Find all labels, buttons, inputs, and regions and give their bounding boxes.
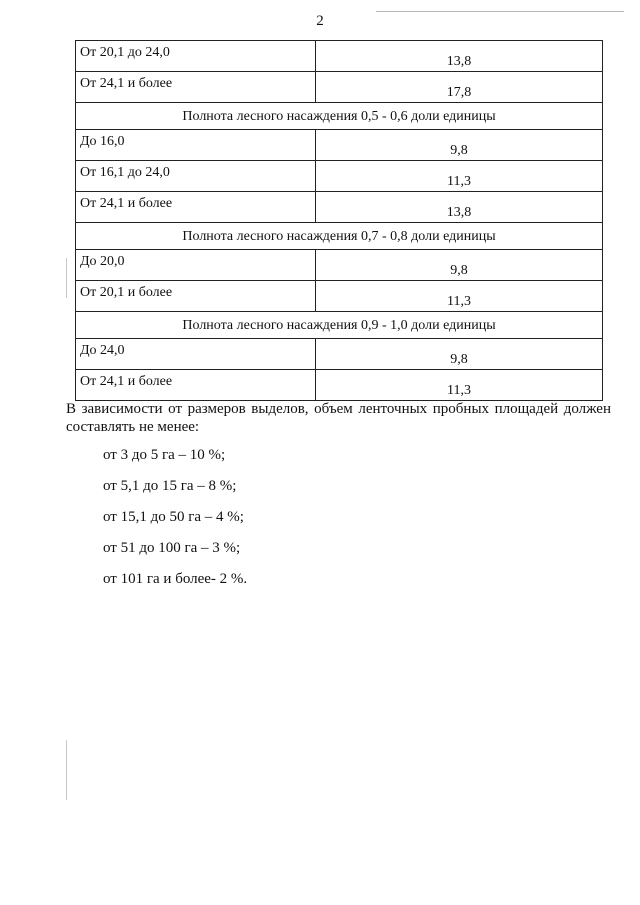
- group-header-row: [76, 103, 603, 130]
- table-row: [76, 41, 603, 72]
- value-cell: 13,8: [316, 192, 603, 223]
- value-cell: 11,3: [316, 161, 603, 192]
- group-header-row: [76, 312, 603, 339]
- condition-cell: От 24,1 и более: [76, 192, 316, 223]
- table-row: [76, 72, 603, 103]
- value-cell: 11,3: [316, 281, 603, 312]
- value-cell: 9,8: [316, 130, 603, 161]
- condition-cell: От 20,1 и более: [76, 281, 316, 312]
- table-row: [76, 281, 603, 312]
- group-header-row: [76, 223, 603, 250]
- table-row: [76, 192, 603, 223]
- group-header-cell: Полнота лесного насаждения 0,7 - 0,8 доли единицы: [76, 223, 603, 250]
- page-number: 2: [316, 13, 324, 29]
- intro-paragraph: В зависимости от размеров выделов, объем ленточных пробных площадей должен составлять не менее:: [66, 401, 611, 435]
- list-item: от 51 до 100 га – 3 %;: [103, 540, 241, 556]
- value-cell: 17,8: [316, 72, 603, 103]
- condition-cell: До 24,0: [76, 339, 316, 370]
- value-cell: 9,8: [316, 339, 603, 370]
- table-row: [76, 370, 603, 401]
- condition-cell: От 16,1 до 24,0: [76, 161, 316, 192]
- condition-cell: От 24,1 и более: [76, 72, 316, 103]
- norms-table-body: [76, 41, 603, 401]
- scan-margin-mark: [66, 740, 67, 800]
- value-cell: 9,8: [316, 250, 603, 281]
- condition-cell: До 16,0: [76, 130, 316, 161]
- list-item: от 101 га и более- 2 %.: [103, 571, 248, 587]
- table-row: [76, 250, 603, 281]
- condition-cell: От 24,1 и более: [76, 370, 316, 401]
- table-row: [76, 339, 603, 370]
- condition-cell: От 20,1 до 24,0: [76, 41, 316, 72]
- table-row: [76, 130, 603, 161]
- list-item: от 3 до 5 га – 10 %;: [103, 447, 226, 463]
- condition-cell: До 20,0: [76, 250, 316, 281]
- group-header-cell: Полнота лесного насаждения 0,5 - 0,6 доли единицы: [76, 103, 603, 130]
- group-header-cell: Полнота лесного насаждения 0,9 - 1,0 доли единицы: [76, 312, 603, 339]
- scan-margin-mark: [66, 258, 67, 298]
- norms-table: [75, 40, 603, 401]
- scan-top-edge-line: [376, 11, 624, 12]
- value-cell: 13,8: [316, 41, 603, 72]
- table-row: [76, 161, 603, 192]
- list-item: от 15,1 до 50 га – 4 %;: [103, 509, 244, 525]
- list-item: от 5,1 до 15 га – 8 %;: [103, 478, 237, 494]
- value-cell: 11,3: [316, 370, 603, 401]
- percentage-list: [103, 446, 583, 601]
